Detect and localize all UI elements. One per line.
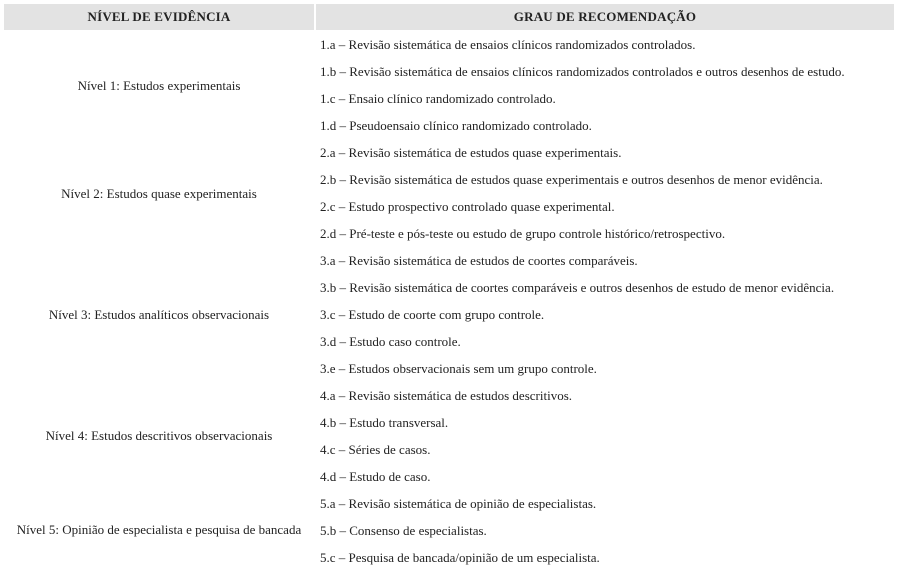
rec-5c: 5.c – Pesquisa de bancada/opinião de um especialista. — [320, 550, 600, 565]
rec-1d: 1.d – Pseudoensaio clínico randomizado controlado. — [320, 118, 592, 133]
rec-2b: 2.b – Revisão sistemática de estudos quase experimentais e outros desenhos de menor evidência. — [320, 172, 823, 187]
rec-2a: 2.a – Revisão sistemática de estudos quase experimentais. — [320, 145, 622, 160]
rec-3b: 3.b – Revisão sistemática de coortes comparáveis e outros desenhos de estudo de menor evidência. — [320, 280, 835, 295]
rec-3d: 3.d – Estudo caso controle. — [320, 334, 461, 349]
header-recommendation-grade: GRAU DE RECOMENDAÇÃO — [316, 4, 894, 30]
rec-2c: 2.c – Estudo prospectivo controlado quase experimental. — [320, 199, 615, 214]
rec-4c: 4.c – Séries de casos. — [320, 442, 431, 457]
level-2-label: Nível 2: Estudos quase experimentais — [61, 186, 257, 201]
rec-5a: 5.a – Revisão sistemática de opinião de especialistas. — [320, 496, 597, 511]
level-3-label: Nível 3: Estudos analíticos observacionais — [48, 307, 270, 322]
rec-3a: 3.a – Revisão sistemática de estudos de coortes comparáveis. — [320, 253, 638, 268]
rec-2d: 2.d – Pré-teste e pós-teste ou estudo de grupo controle histórico/retrospectivo. — [320, 226, 726, 241]
rec-1b: 1.b – Revisão sistemática de ensaios clínicos randomizados controlados e outros desenhos de estudo. — [320, 64, 845, 79]
rec-3e: 3.e – Estudos observacionais sem um grupo controle. — [320, 361, 597, 376]
rec-3c: 3.c – Estudo de coorte com grupo controle. — [320, 307, 545, 322]
rec-4b: 4.b – Estudo transversal. — [320, 415, 449, 430]
rec-4a: 4.a – Revisão sistemática de estudos descritivos. — [320, 388, 573, 403]
level-1-label: Nível 1: Estudos experimentais — [77, 78, 241, 93]
rec-1c: 1.c – Ensaio clínico randomizado controlado. — [320, 91, 556, 106]
rec-5b: 5.b – Consenso de especialistas. — [320, 523, 487, 538]
rec-1a: 1.a – Revisão sistemática de ensaios clínicos randomizados controlados. — [320, 37, 696, 52]
level-4-label: Nível 4: Estudos descritivos observacionais — [45, 428, 273, 443]
header-evidence-level: NÍVEL DE EVIDÊNCIA — [4, 4, 314, 30]
rec-4d: 4.d – Estudo de caso. — [320, 469, 431, 484]
level-5-label: Nível 5: Opinião de especialista e pesquisa de bancada — [16, 522, 302, 537]
